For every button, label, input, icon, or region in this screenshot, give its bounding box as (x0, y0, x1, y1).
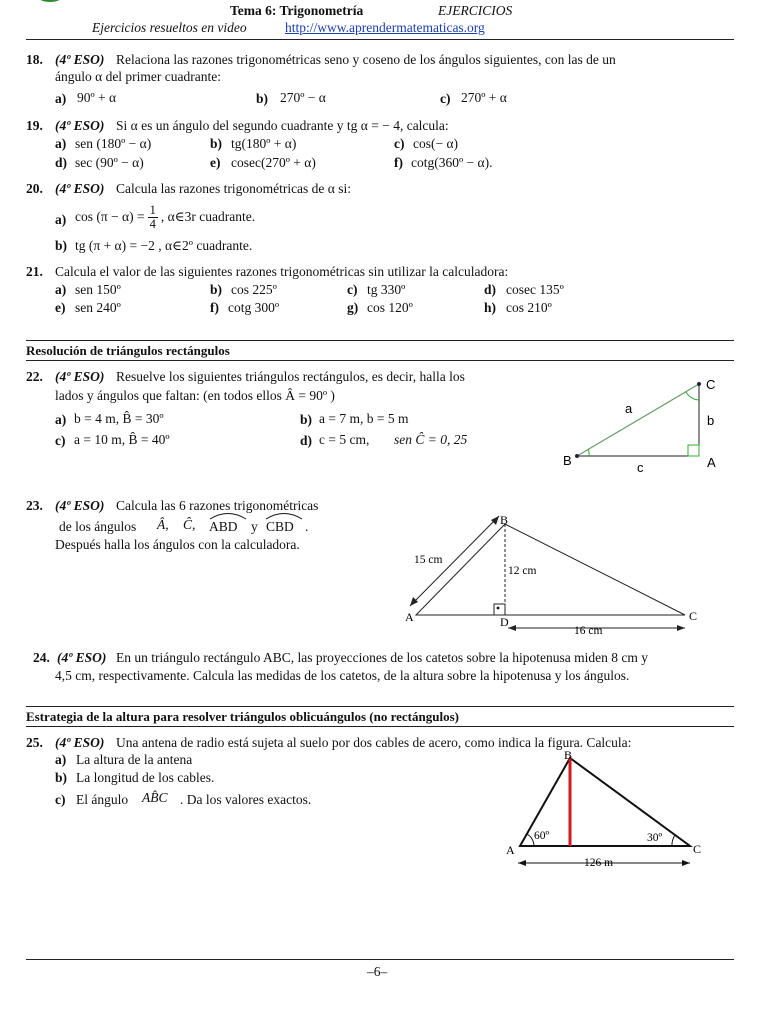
ex22-a: b = 4 m, B̂ = 30º (74, 411, 164, 426)
ex20-a (75, 200, 255, 234)
ex21-f-label: f) (210, 300, 219, 315)
ex18-text2: ángulo α del primer cuadrante: (55, 69, 222, 84)
ex22-d: c = 5 cm, (319, 432, 370, 447)
ex20-number: 20. (26, 181, 43, 196)
ex23-angle-a: Â, (157, 517, 169, 532)
ex21-g-label: g) (347, 300, 359, 315)
ex20-text: Calcula las razones trigonométricas de α si: (116, 181, 351, 196)
section1-rule-top (26, 340, 734, 341)
ex21-e-label: e) (55, 300, 66, 315)
ex22-a-label: a) (55, 412, 67, 427)
ex20-a-denominator: 4 (149, 216, 156, 231)
ex19-d: sec (90º − α) (75, 155, 144, 170)
ex22-c-label: c) (55, 433, 66, 448)
ex23-label-15cm: 15 cm (414, 554, 443, 566)
ex23-level: (4º ESO) (55, 498, 105, 513)
ex25-text: Una antena de radio está sujeta al suelo por dos cables de acero, como indica la figura. Calcula: (116, 735, 632, 750)
ex19-c-label: c) (394, 136, 405, 151)
ex19-level: (4º ESO) (55, 118, 105, 133)
ex22-b: a = 7 m, b = 5 m (319, 411, 409, 426)
ex24-number: 24. (33, 650, 50, 665)
ex19-c: cos(− α) (413, 136, 459, 151)
ex19-e-label: e) (210, 155, 221, 170)
ex20-b-label: b) (55, 238, 68, 253)
ex20-b: tg (π + α) = −2 , α∈2º cuadrante. (75, 238, 253, 253)
header-url-link[interactable]: http://www.aprendermatematicas.org (285, 20, 485, 35)
ex25-antenna-figure (500, 748, 715, 873)
ex24-text2: 4,5 cm, respectivamente. Calcula las medidas de los catetos, de la altura sobre la hipotenusa y los ángulos. (55, 668, 630, 683)
ex21-h: cos 210º (506, 300, 552, 315)
ex23-label-a: A (405, 610, 414, 624)
ex19-f: cotg(360º − α). (411, 155, 493, 170)
ex19-a: sen (180º − α) (75, 136, 152, 151)
ex22-right-triangle-figure (555, 372, 735, 477)
ex23-label-b: B (500, 513, 509, 527)
ex25-label-a: A (506, 843, 515, 857)
ex21-a: sen 150º (75, 282, 121, 297)
ex23-label-c: C (689, 609, 698, 623)
ex21-d: cosec 135º (506, 282, 564, 297)
ex20-a-fraction (148, 204, 158, 231)
ex22-hypotenuse (577, 384, 699, 456)
ex25-arrow-start (518, 860, 526, 866)
footer-rule (26, 959, 734, 960)
ex22-label-b-vertex: B (563, 453, 572, 468)
ex23-label-d: D (500, 615, 509, 629)
ex25-c-angle: AB̂C (142, 790, 168, 805)
ex25-a-label: a) (55, 752, 67, 767)
ex25-number: 25. (26, 735, 43, 750)
ex23-label-16cm: 16 cm (574, 625, 603, 637)
ex23-dot: . (305, 519, 309, 534)
ex25-angle-c-arc (672, 835, 675, 846)
section2-rule-top (26, 706, 734, 707)
ex18-b-label: b) (256, 91, 269, 106)
logo-icon (30, 0, 70, 12)
ex18-level: (4º ESO) (55, 52, 105, 67)
ex25-b-label: b) (55, 770, 68, 785)
ex20-a-label: a) (55, 212, 67, 227)
ex23-number: 23. (26, 498, 43, 513)
ex23-ab-arrow-end (491, 516, 499, 525)
ex23-angle-c: Ĉ, (183, 517, 196, 532)
ex25-level: (4º ESO) (55, 735, 105, 750)
ex23-triangle-figure (400, 510, 710, 640)
ex18-a: 90º + α (77, 90, 117, 105)
ex21-text: Calcula el valor de las siguientes razones trigonométricas sin utilizar la calculadora: (55, 264, 509, 279)
ex22-label-b-side: b (707, 413, 715, 428)
ex22-text2: lados y ángulos que faltan: (en todos ellos Â = 90º ) (55, 388, 335, 403)
ex25-label-60: 60º (534, 830, 550, 842)
ex20-level: (4º ESO) (55, 181, 105, 196)
ex25-label-30: 30º (647, 832, 663, 844)
ex24-level: (4º ESO) (57, 650, 107, 665)
ex23-text1: Calcula las 6 razones trigonométricas (116, 498, 319, 513)
ex22-point-b (575, 454, 579, 458)
ex25-c-label: c) (55, 792, 66, 807)
header-subtitle: Ejercicios resueltos en video (92, 20, 247, 35)
ex25-angle-a-arc (527, 834, 534, 846)
ex25-a: La altura de la antena (76, 752, 193, 767)
ex19-a-label: a) (55, 136, 67, 151)
ex25-c-post: . Da los valores exactos. (180, 792, 312, 807)
ex23-text2: de los ángulos (59, 519, 137, 534)
ex22-angle-c-arc (686, 392, 699, 400)
ex21-g: cos 120º (367, 300, 413, 315)
page-number: –6– (367, 964, 388, 979)
ex25-label-c: C (693, 842, 702, 856)
ex22-d-sinc: sen Ĉ = 0, 25 (394, 432, 468, 447)
ex23-label-12cm: 12 cm (508, 565, 537, 577)
ex23-angle-abd: ABD (209, 519, 238, 534)
ex21-c: tg 330º (367, 282, 406, 297)
ex19-b-label: b) (210, 136, 223, 151)
ex22-label-c-vertex: C (706, 377, 716, 392)
ex22-angle-b-arc (588, 449, 589, 456)
ex22-d-label: d) (300, 433, 313, 448)
ex22-c: a = 10 m, B̂ = 40º (74, 432, 170, 447)
header-ejercicios: EJERCICIOS (438, 3, 513, 18)
ex23-right-angle-mark (494, 604, 505, 615)
ex21-number: 21. (26, 264, 43, 279)
ex18-text1: Relaciona las razones trigonométricas seno y coseno de los ángulos siguientes, con las de un (116, 52, 616, 67)
ex19-e: cosec(270º + α) (231, 155, 316, 170)
ex21-a-label: a) (55, 282, 67, 297)
ex18-c-label: c) (440, 91, 451, 106)
section1-title: Resolución de triángulos rectángulos (26, 343, 230, 358)
ex25-label-126m: 126 m (584, 857, 614, 869)
ex25-arrow-end (682, 860, 690, 866)
ex22-label-c-side: c (637, 460, 644, 475)
ex21-b-label: b) (210, 282, 223, 297)
ex21-b: cos 225º (231, 282, 277, 297)
ex22-label-a-vertex: A (707, 455, 716, 470)
ex18-b: 270º − α (280, 90, 326, 105)
ex19-d-label: d) (55, 155, 68, 170)
ex22-b-label: b) (300, 412, 313, 427)
ex22-label-a-side: a (625, 401, 633, 416)
ex23-dc-arrow-end (677, 625, 685, 631)
section2-rule-bottom (26, 726, 734, 727)
ex21-e: sen 240º (75, 300, 121, 315)
ex21-h-label: h) (484, 300, 497, 315)
ex19-b: tg(180º + α) (231, 136, 297, 151)
header-rule (26, 39, 734, 40)
ex20-a-numerator: 1 (149, 202, 156, 217)
ex24-text1: En un triángulo rectángulo ABC, las proyecciones de los catetos sobre la hipotenusa miden 8 cm y (116, 650, 648, 665)
ex25-b: La longitud de los cables. (76, 770, 215, 785)
section2-title: Estrategia de la altura para resolver triángulos oblicuángulos (no rectángulos) (26, 709, 459, 724)
section1-rule-bottom (26, 360, 734, 361)
ex22-number: 22. (26, 369, 43, 384)
ex19-f-label: f) (394, 155, 403, 170)
ex18-a-label: a) (55, 91, 67, 106)
ex23-y: y (251, 519, 258, 534)
ex22-point-c (697, 382, 701, 386)
ex23-text3: Después halla los ángulos con la calculadora. (55, 537, 300, 552)
ex21-d-label: d) (484, 282, 497, 297)
ex19-number: 19. (26, 118, 43, 133)
ex22-right-angle-mark (688, 445, 699, 456)
ex23-right-angle-dot (497, 607, 500, 610)
ex23-angle-cbd: CBD (266, 519, 294, 534)
ex22-text1: Resuelve los siguientes triángulos rectángulos, es decir, halla los (116, 369, 465, 384)
ex22-level: (4º ESO) (55, 369, 105, 384)
ex20-a-post: , α∈3r cuadrante. (160, 209, 256, 224)
ex23-dc-arrow-start (508, 625, 516, 631)
ex18-number: 18. (26, 52, 43, 67)
ex18-c: 270º + α (461, 90, 507, 105)
ex25-label-b: B (564, 748, 573, 762)
ex20-a-pre: cos (π − α) = (75, 209, 145, 224)
ex23-triangle-shape (416, 524, 685, 615)
header-title: Tema 6: Trigonometría (230, 3, 364, 18)
ex25-c-pre: El ángulo (76, 792, 129, 807)
ex19-text: Si α es un ángulo del segundo cuadrante y tg α = − 4, calcula: (116, 118, 449, 133)
ex21-c-label: c) (347, 282, 358, 297)
ex21-f: cotg 300º (228, 300, 280, 315)
ex23-ab-arrow-start (410, 597, 418, 606)
